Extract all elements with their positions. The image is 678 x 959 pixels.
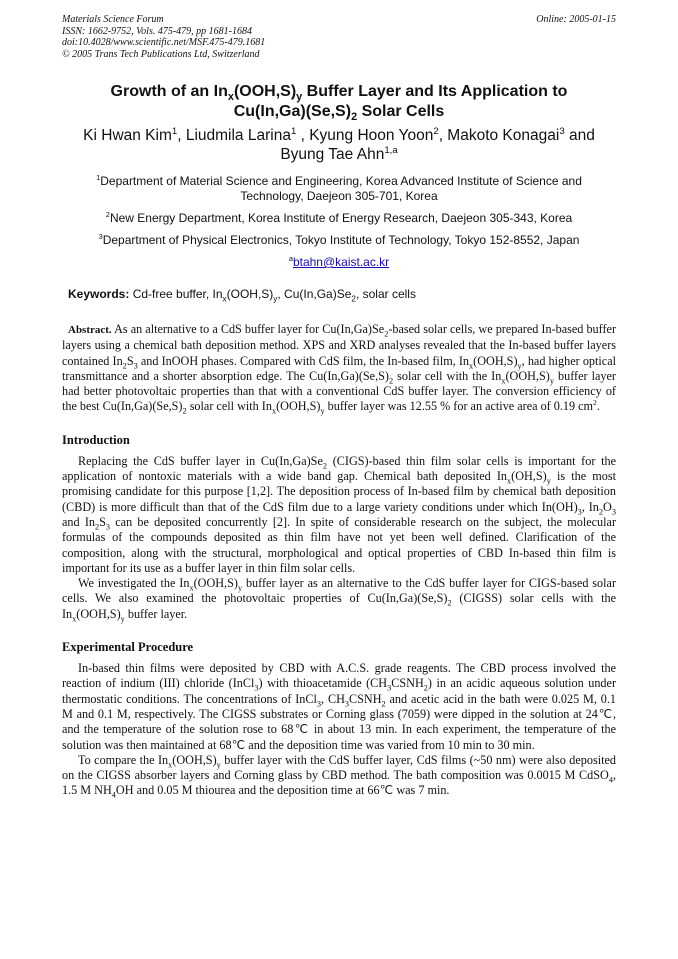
keywords: Keywords: Cd-free buffer, $In_x(OOH,S)_y$, $Cu(In,Ga)Se_2$, solar cells: [68, 287, 416, 304]
experimental-heading: Experimental Procedure: [62, 640, 194, 655]
experimental-paragraph-1: In-based thin films were deposited by CBD with A.C.S. grade reagents. The CBD process involved the reaction of indium (III) chloride (InCl$_3$) with thioacetamide $(CH_3CSNH_2)$ in an acidic aqueous solution under thermostatic conditions. The concentrations of InCl$_3$, $CH_3CSNH_2$ and acetic acid in the bath were 0.025 M, 0.1 M and 0.1 M, respectively. The CIGSS substrates or Corning glass (7059) were dipped in the solution at 24℃, and the temperature of the solution rose to 68℃ in about 13 min. In each experiment, the temperature of the solution was then maintained at 68℃ and the deposition time was varied from 10 min to 30 min.: [62, 661, 616, 752]
affiliation-3: $^3$Department of Physical Electronics, Tokyo Institute of Technology, Tokyo 152-8552, Japan: [98, 232, 580, 247]
issn-line: ISSN: 1662-9752, Vols. 475-479, pp 1681-1684: [62, 25, 252, 37]
keywords-label: Keywords:: [68, 287, 130, 301]
copyright-line: © 2005 Trans Tech Publications Ltd, Switzerland: [62, 48, 260, 60]
abstract-label: Abstract.: [68, 324, 112, 336]
author-list: Ki Hwan Kim$^1$, Liudmila Larina$^1$ , Kyung Hoon Yoon$^2$, Makoto Konagai$^3$ and Byung Tae Ahn$^{1,a}$: [83, 125, 595, 163]
journal-name: Materials Science Forum: [62, 14, 164, 25]
paper-title: Growth of an $In_x(OOH,S)_y$ Buffer Layer and Its Application to $Cu(In,Ga)(Se,S)_2$ Solar Cells: [110, 83, 568, 124]
corresponding-email: $^a$btahn@kaist.ac.kr: [288, 254, 390, 269]
journal-header: [62, 14, 616, 60]
affiliation-2: $^2$New Energy Department, Korea Institute of Energy Research, Daejeon 305-343, Korea: [105, 210, 573, 225]
introduction-heading: Introduction: [62, 432, 130, 447]
email-link[interactable]: btahn@kaist.ac.kr: [292, 255, 390, 269]
introduction-paragraph-2: We investigated the $In_x(OOH,S)_y$ buffer layer as an alternative to the CdS buffer layer for CIGS-based solar cells. We also examined the photovoltaic properties of $Cu(In,Ga)(Se,S)_2$ (CIGSS) solar cells with the $In_x(OOH,S)_y$ buffer layer.: [62, 576, 617, 624]
abstract: Abstract. As an alternative to a CdS buffer layer for $Cu(In,Ga)Se_2$-based solar cells, we prepared In-based buffer layers using a chemical bath deposition method. XPS and XRD analyses revealed that the In-based buffer layers contained $In_2S_3$ and InOOH phases. Compared with CdS film, the In-based film, $In_x(OOH,S)_y$, had higher optical transmittance and a shorter absorption edge. The $Cu(In,Ga)(Se,S)_2$ solar cell with the $In_x(OOH,S)_y$ buffer layer had better photovoltaic properties than that with a conventional CdS buffer layer. The conversion efficiency of the best $Cu(In,Ga)(Se,S)_2$ solar cell with $In_x(OOH,S)_y$ buffer layer was 12.55 % for an active area of 0.19 $cm^2$.: [62, 322, 617, 416]
doi-line: doi:10.4028/www.scientific.net/MSF.475-479.1681: [62, 37, 266, 48]
online-date: Online: 2005-01-15: [536, 14, 616, 25]
affiliation-1: $^1$Department of Material Science and Engineering, Korea Advanced Institute of Science and Technology, Daejeon 305-701, Korea: [96, 173, 582, 203]
introduction-paragraph-1: Replacing the CdS buffer layer in $Cu(In,Ga)Se_2$ (CIGS)-based thin film solar cells is important for the application of nontoxic materials with a wide band gap. Chemical bath deposited $In_x(OH,S)_y$ is the most promising candidate for this purpose [1,2]. The deposition process of In-based film by chemical bath deposition (CBD) is more difficult than that of the CdS film due to a large variety conditions under which $In(OH)_3$, $In_2O_3$ and $In_2S_3$ can be deposited concurrently [2]. In spite of considerable research on the subject, the molecular formulas of the compounds deposited as thin film have not yet been well defined. Clarification of the composition, along with the structural, morphological and optical properties of CBD In-based thin film is important for its use as a buffer layer in thin film solar cells.: [62, 453, 616, 575]
experimental-paragraph-2: To compare the $In_x(OOH,S)_y$ buffer layer with the CdS buffer layer, CdS films (~50 nm) were also deposited on the CIGSS absorber layers and Corning glass by CBD method. The bath composition was 0.0015 M CdSO$_4$, 1.5 M $NH_4OH$ and 0.05 M thiourea and the deposition time at 66℃ was 7 min.: [62, 752, 617, 800]
